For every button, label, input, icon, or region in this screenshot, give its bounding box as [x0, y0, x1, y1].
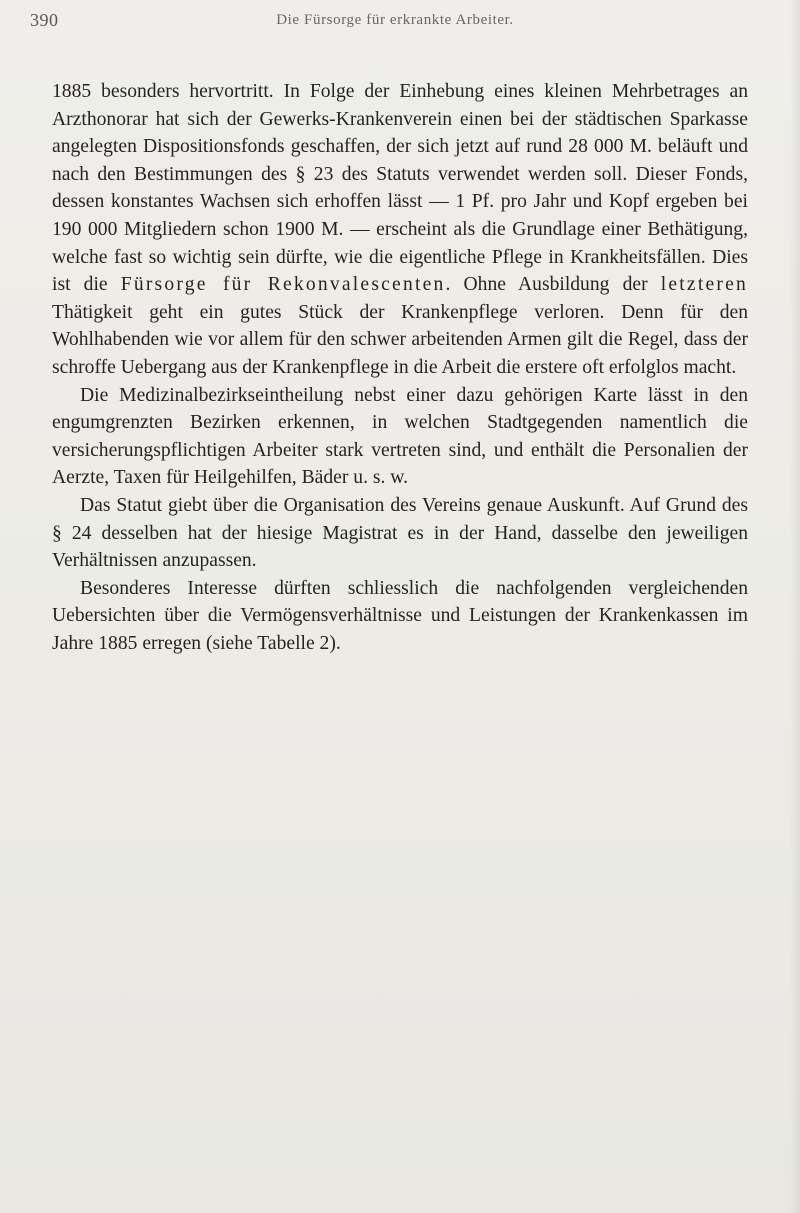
paragraph-uebersichten: Besonderes Interesse dürften schliesslich die nachfolgenden vergleichenden Uebersichten über die Vermögensverhältnisse und Leistungen der Krankenkassen im Jahre 1885 erregen (siehe Tabelle 2). — [52, 577, 748, 654]
body-text — [52, 78, 748, 657]
paragraph-medizinalbezirke: Die Medizinalbezirkseintheilung nebst einer dazu gehörigen Karte lässt in den engumgrenzten Bezirken erkennen, in welchen Stadtgegenden namentlich die versicherungspflichtigen Arbeiter stark vertreten sind, und enthält die Personalien der Aerzte, Taxen für Heilgehilfen, Bäder u. s. w. — [52, 384, 748, 489]
paragraph-continuation — [52, 78, 748, 382]
paragraph-text: 1885 besonders hervortritt. In Folge der Einhebung eines kleinen Mehrbetrages an Arzthonorar hat sich der Gewerks-Krankenverein einen bei der städtischen Sparkasse angelegten Dispositionsfonds geschaffen, der sich jetzt auf rund 28 000 M. beläuft und nach den Bestimmungen des § 23 des Statuts verwendet werden soll. Dieser Fonds, dessen konstantes Wachsen sich erhoffen lässt — 1 Pf. pro Jahr und Kopf ergeben bei 190 000 Mitgliedern schon 1900 M. — erscheint als die Grundlage einer Bethätigung, welche fast so wichtig sein dürfte, wie die eigentliche Pflege in Krankheitsfällen. Dies ist die — [52, 81, 748, 296]
scan-edge-shadow — [790, 0, 800, 1213]
page-number: 390 — [30, 10, 59, 30]
paragraph-text: Thätigkeit geht ein gutes Stück der Krankenpflege verloren. Denn für den Wohlhabenden wie vor allem für den schwer arbeitenden Armen gilt die Regel, dass der schroffe Uebergang aus der Krankenpflege in die Arbeit die erstere oft erfolglos macht. — [52, 301, 748, 378]
emphasis-spaced-text: Fürsorge für Rekonvalescenten — [120, 274, 446, 296]
paragraph-text: . Ohne Ausbildung der — [445, 274, 661, 296]
page-header — [30, 10, 760, 40]
paragraph-statut: Das Statut giebt über die Organisation des Vereins genaue Auskunft. Auf Grund des § 24 desselben hat der hiesige Magistrat es in der Hand, dasselbe den jeweiligen Verhältnissen anzupassen. — [52, 494, 748, 572]
emphasis-spaced-text: letzteren — [660, 274, 748, 296]
running-title: Die Fürsorge für erkrankte Arbeiter. — [276, 12, 514, 28]
